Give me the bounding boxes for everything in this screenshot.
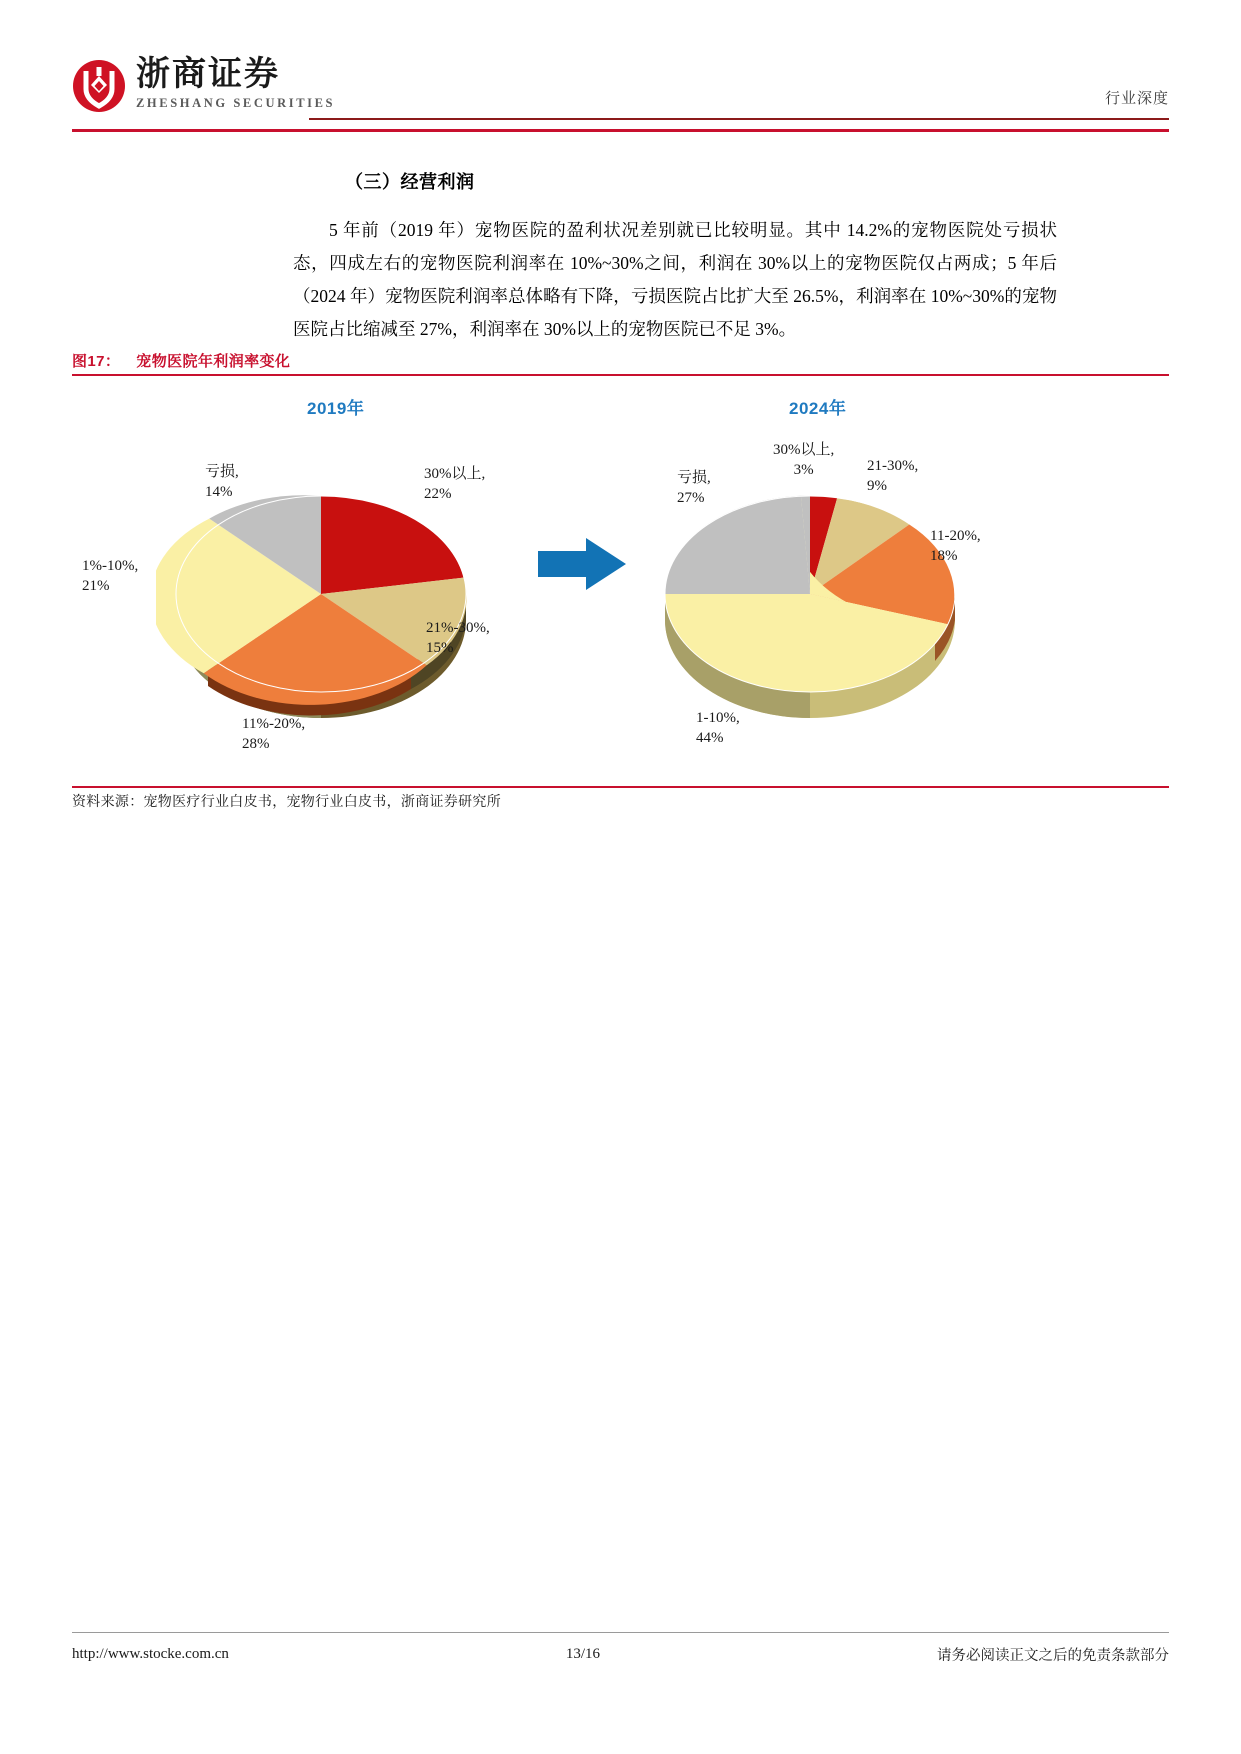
header-divider-red bbox=[72, 129, 1169, 132]
figure-chart-area bbox=[72, 378, 1169, 784]
figure-source: 资料来源：宠物医疗行业白皮书，宠物行业白皮书，浙商证券研究所 bbox=[72, 793, 501, 809]
pie-label-2024-21to30: 21-30%, 9% bbox=[867, 458, 919, 494]
body-paragraph bbox=[293, 214, 1057, 346]
figure-caption bbox=[72, 350, 290, 371]
pie-label-2019-21to30: 21%-30%, 15% bbox=[426, 620, 490, 656]
pie-label-2024-1to10: 1-10%, 44% bbox=[696, 710, 740, 746]
pie-label-2024-loss: 亏损, 27% bbox=[677, 470, 711, 506]
brand-name-cn: 浙商证券 bbox=[136, 55, 280, 93]
brand-logo bbox=[72, 55, 335, 113]
chart-title-2024: 2024年 bbox=[789, 399, 847, 418]
brand-name-en: ZHESHANG SECURITIES bbox=[136, 96, 336, 110]
paragraph-text: 5 年前（2019 年）宠物医院的盈利状况差别就已比较明显。其中 14.2%的宠物医院处亏损状态，四成左右的宠物医院利润率在 10%~30%之间，利润在 30%以上的宠物医院仅占两成；5 年后（2024 年）宠物医院利润率总体略有下降，亏损医院占比扩大至 26.5%，利润率在 10%~30%的宠物医院占比缩减至 27%，利润率在 30%以上的宠物医院已不足 3%。 bbox=[293, 220, 1057, 339]
pie-label-2019-loss: 亏损, 14% bbox=[205, 464, 239, 500]
pie-label-2019-above30: 30%以上, 22% bbox=[424, 466, 486, 502]
figure-number: 图17： bbox=[72, 353, 121, 370]
pie-label-2024-11to20: 11-20%, 18% bbox=[930, 528, 981, 564]
pie-label-2019-1to10: 1%-10%, 21% bbox=[82, 558, 139, 594]
header-report-type: 行业深度 bbox=[1104, 90, 1169, 107]
pie-label-2019-11to20: 11%-20%, 28% bbox=[242, 716, 306, 752]
footer-page-number: 13/16 bbox=[565, 1645, 601, 1662]
figure-top-rule bbox=[72, 374, 1169, 376]
transition-arrow-icon bbox=[538, 538, 628, 590]
footer-disclaimer: 请务必阅读正文之后的免责条款部分 bbox=[937, 1647, 1169, 1664]
footer-url[interactable]: http://www.stocke.com.cn bbox=[72, 1645, 229, 1662]
section-heading: （三）经营利润 bbox=[345, 172, 475, 192]
page-footer bbox=[72, 1640, 1169, 1668]
zheshang-logo-icon bbox=[72, 59, 126, 113]
pie-label-2024-above30: 30%以上, 3% bbox=[773, 442, 835, 478]
figure-bottom-rule bbox=[72, 786, 1169, 788]
chart-title-2019: 2019年 bbox=[307, 399, 365, 418]
page-header bbox=[72, 55, 1169, 130]
figure-title: 宠物医院年利润率变化 bbox=[136, 353, 291, 370]
footer-divider bbox=[72, 1632, 1169, 1633]
header-divider-dark bbox=[309, 118, 1169, 120]
